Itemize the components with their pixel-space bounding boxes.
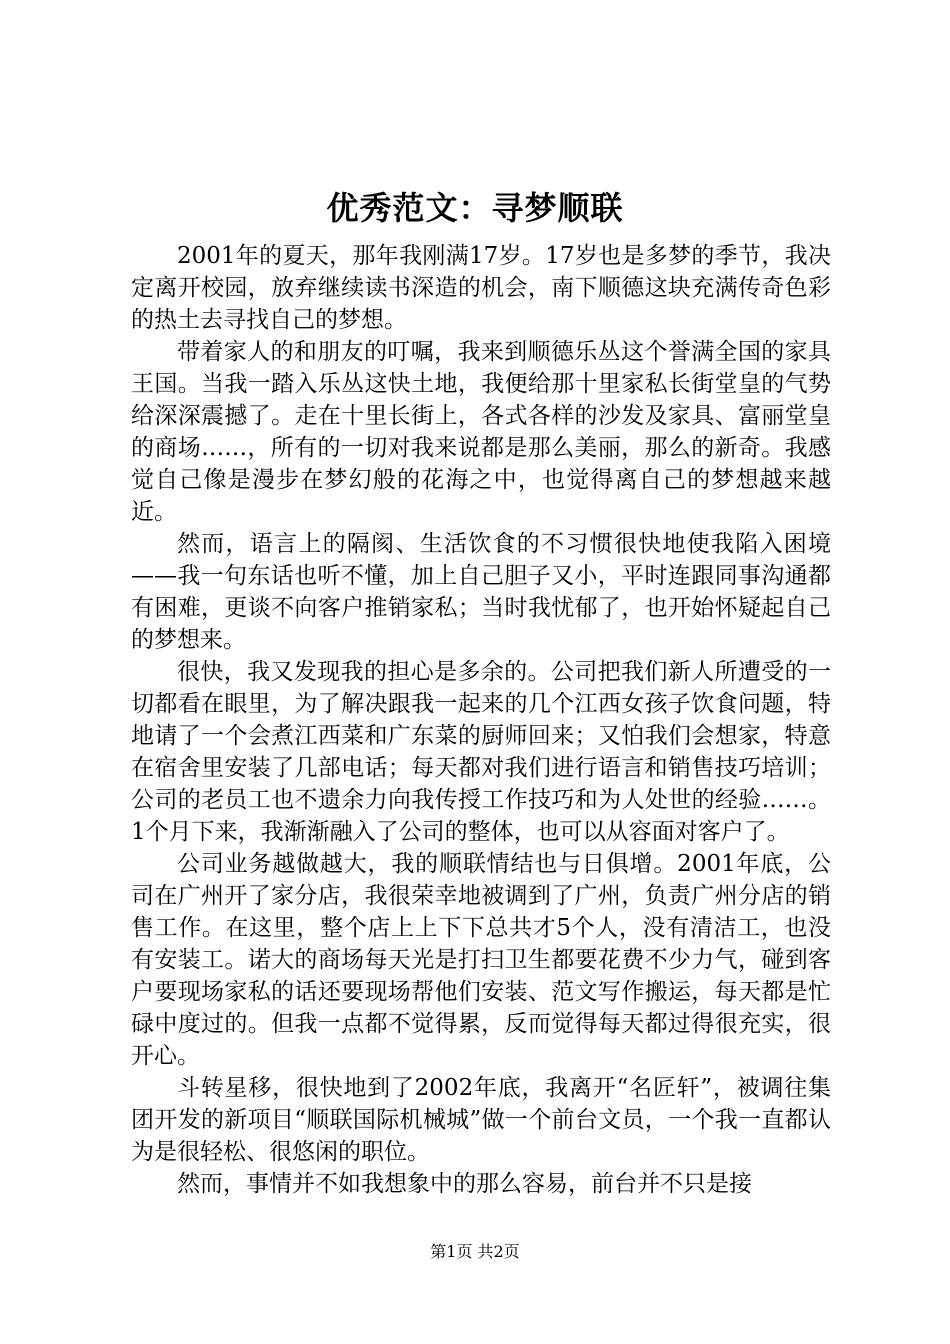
document-title: 优秀范文：寻梦顺联: [326, 189, 624, 227]
page-footer: 第1页 共2页: [430, 1242, 520, 1261]
paragraph: 很快，我又发现我的担心是多余的。公司把我们新人所遭受的一切都看在眼里，为了解决跟我一起来的几个江西女孩子饮食问题，特地请了一个会煮江西菜和广东菜的厨师回来；又怕我们会想家，特意在宿舍里安装了几部电话；每天都对我们进行语言和销售技巧培训；公司的老员工也不遗余力向我传授工作技巧和为人处世的经验……。1个月下来，我渐渐融入了公司的整体，也可以从容面对客户了。: [131, 659, 831, 845]
document-body: [131, 240, 831, 1200]
paragraph: 带着家人的和朋友的叮嘱，我来到顺德乐丛这个誉满全国的家具王国。当我一踏入乐丛这快土地，我便给那十里家私长街堂皇的气势给深深震撼了。走在十里长街上，各式各样的沙发及家具、富丽堂皇的商场……，所有的一切对我来说都是那么美丽，那么的新奇。我感觉自己像是漫步在梦幻般的花海之中，也觉得离自己的梦想越来越近。: [131, 339, 831, 525]
paragraph: 然而，语言上的隔阂、生活饮食的不习惯很快地使我陷入困境——我一句东话也听不懂，加上自己胆子又小，平时连跟同事沟通都有困难，更谈不向客户推销家私；当时我忧郁了，也开始怀疑起自己的梦想来。: [131, 531, 831, 653]
paragraph: 然而，事情并不如我想象中的那么容易，前台并不只是接: [177, 1171, 752, 1197]
paragraph: 斗转星移，很快地到了2002年底，我离开“名匠轩”，被调往集团开发的新项目“顺联国际机械城”做一个前台文员，一个我一直都认为是很轻松、很悠闲的职位。: [131, 1075, 831, 1165]
paragraph: 公司业务越做越大，我的顺联情结也与日俱增。2001年底，公司在广州开了家分店，我很荣幸地被调到了广州，负责广州分店的销售工作。在这里，整个店上上下下总共才5个人，没有清洁工，也没有安装工。诺大的商场每天光是打扫卫生都要花费不少力气，碰到客户要现场家私的话还要现场帮他们安装、范文写作搬运，每天都是忙碌中度过的。但我一点都不觉得累，反而觉得每天都过得很充实，很开心。: [131, 851, 831, 1069]
paragraph: 2001年的夏天，那年我刚满17岁。17岁也是多梦的季节，我决定离开校园，放弃继续读书深造的机会，南下顺德这块充满传奇色彩的热土去寻找自己的梦想。: [131, 243, 831, 333]
